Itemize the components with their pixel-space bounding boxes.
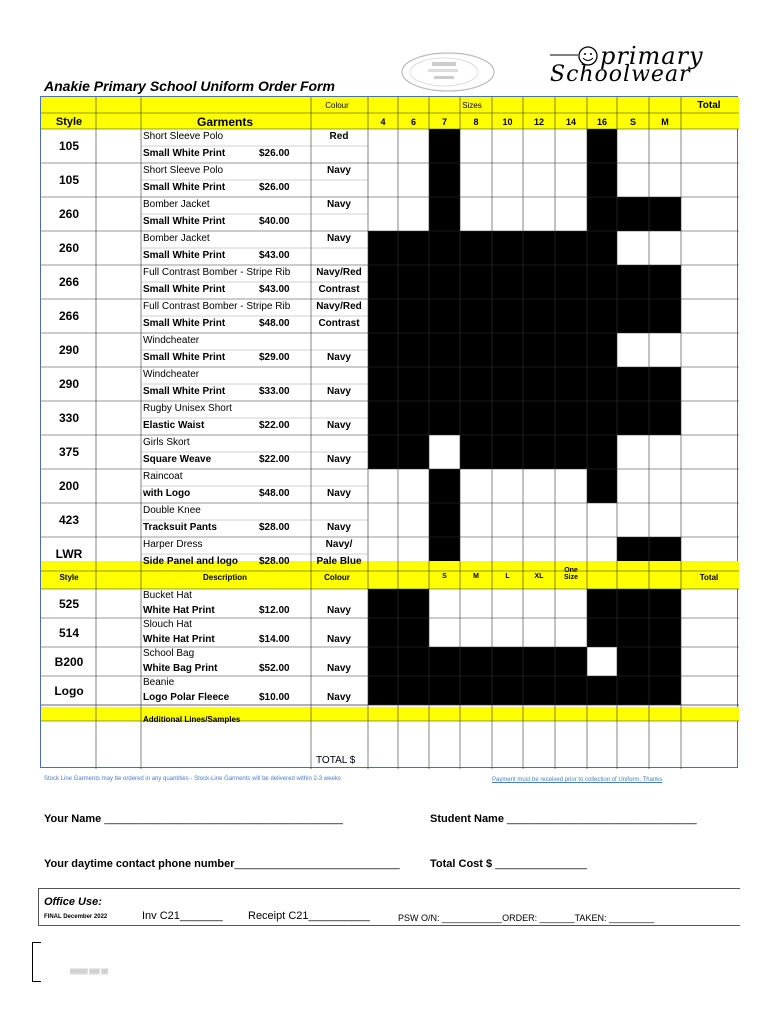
accessory-style: 525 — [58, 597, 80, 611]
shaded-cell — [398, 299, 429, 333]
size-head-s: S — [629, 117, 637, 127]
shaded-cell — [617, 618, 649, 647]
shaded-cell — [368, 265, 398, 299]
shaded-cell — [617, 265, 649, 299]
garment-colour: Navy — [327, 165, 351, 176]
size2-head-m: M — [473, 573, 479, 580]
shaded-cell — [492, 333, 523, 367]
garment-price: $28.00 — [259, 556, 290, 567]
garment-colour-2: Pale Blue — [316, 556, 362, 567]
office-use-label: Office Use: — [44, 896, 102, 908]
your-name-field[interactable] — [44, 813, 343, 825]
accessory-name: Slouch Hat — [143, 619, 192, 630]
accessory-style: 514 — [58, 626, 80, 640]
shaded-cell — [649, 589, 681, 618]
brand-schoolwear-text: Schoolwear — [550, 62, 691, 87]
shaded-cell — [398, 676, 429, 705]
final-date-label: FINAL December 2022 — [44, 914, 108, 920]
accessory-style: B200 — [54, 655, 84, 669]
shaded-cell — [460, 367, 492, 401]
shaded-cell — [587, 163, 617, 197]
shaded-cell — [555, 299, 587, 333]
shaded-cell — [523, 676, 555, 705]
shaded-cell — [492, 647, 523, 676]
shaded-cell — [555, 401, 587, 435]
shaded-cell — [587, 231, 617, 265]
shaded-cell — [587, 401, 617, 435]
shaded-cell — [617, 647, 649, 676]
shaded-cell — [587, 589, 617, 618]
shaded-cell — [587, 469, 617, 503]
garment-name: Bomber Jacket — [143, 233, 210, 244]
shaded-cell — [555, 231, 587, 265]
garment-detail: Small White Print — [143, 284, 226, 295]
shaded-cell — [587, 299, 617, 333]
accessory-name: Beanie — [143, 677, 175, 688]
shaded-cell — [649, 401, 681, 435]
accessory-colour: Navy — [327, 663, 351, 674]
garment-detail: Elastic Waist — [143, 420, 205, 431]
size-head-7: 7 — [441, 117, 448, 127]
shaded-cell — [555, 676, 587, 705]
shaded-cell — [460, 676, 492, 705]
header-style: Style — [55, 116, 83, 128]
garment-name: Full Contrast Bomber - Stripe Rib — [143, 267, 291, 278]
shaded-cell — [368, 231, 398, 265]
shaded-cell — [587, 435, 617, 469]
shaded-cell — [398, 647, 429, 676]
corner-bracket — [32, 942, 41, 982]
shaded-cell — [460, 333, 492, 367]
garment-detail: Small White Print — [143, 386, 226, 397]
garment-price: $48.00 — [259, 488, 290, 499]
shaded-cell — [523, 367, 555, 401]
shaded-cell — [617, 589, 649, 618]
shaded-cell — [587, 333, 617, 367]
shaded-cell — [368, 647, 398, 676]
shaded-cell — [429, 503, 460, 537]
accessory-price: $14.00 — [259, 634, 290, 645]
shaded-cell — [429, 401, 460, 435]
size2-head-l: L — [505, 573, 510, 580]
garment-detail: Small White Print — [143, 182, 226, 193]
student-name-field[interactable] — [430, 813, 697, 825]
size-head-12: 12 — [533, 117, 545, 127]
size-head-16: 16 — [596, 117, 608, 127]
shaded-cell — [617, 401, 649, 435]
size2-head-one-size: One Size — [563, 567, 578, 581]
shaded-cell — [587, 367, 617, 401]
garment-colour: Navy — [327, 233, 351, 244]
size-head-m: M — [661, 117, 669, 127]
size-head-8: 8 — [473, 117, 479, 127]
accessory-detail: Logo Polar Fleece — [143, 692, 230, 703]
accessory-colour: Navy — [327, 634, 351, 645]
shaded-cell — [460, 647, 492, 676]
shaded-cell — [587, 618, 617, 647]
shaded-cell — [429, 367, 460, 401]
shaded-cell — [398, 333, 429, 367]
accessory-price: $52.00 — [259, 663, 290, 674]
shaded-cell — [492, 676, 523, 705]
accessory-detail: White Hat Print — [143, 605, 215, 616]
garment-name: Rugby Unisex Short — [143, 403, 232, 414]
phone-line[interactable]: ___________________________ — [234, 858, 400, 870]
garment-detail: Small White Print — [143, 216, 226, 227]
size-head-14: 14 — [565, 117, 577, 127]
shaded-cell — [555, 647, 587, 676]
garment-price: $33.00 — [259, 386, 290, 397]
shaded-cell — [523, 265, 555, 299]
shaded-cell — [617, 197, 649, 231]
shaded-cell — [429, 265, 460, 299]
shaded-cell — [492, 401, 523, 435]
header-total: Total — [697, 100, 721, 111]
total-cost-label: Total Cost $ — [430, 858, 493, 870]
garment-style: 423 — [58, 513, 80, 527]
garment-price: $48.00 — [259, 318, 290, 329]
phone-field[interactable] — [44, 858, 400, 870]
shaded-cell — [587, 129, 617, 163]
shaded-cell — [649, 676, 681, 705]
accessory-colour: Navy — [327, 692, 351, 703]
garment-colour: Navy/ — [325, 539, 353, 550]
total-dollar-label: TOTAL $ — [316, 755, 356, 766]
accessory-name: Bucket Hat — [143, 590, 192, 601]
garment-style: 290 — [58, 377, 80, 391]
shaded-cell — [398, 367, 429, 401]
shaded-cell — [617, 367, 649, 401]
garment-price: $29.00 — [259, 352, 290, 363]
header-colour: Colour — [325, 101, 349, 110]
receipt-field[interactable]: Receipt C21__________ — [248, 910, 370, 922]
shaded-cell — [398, 231, 429, 265]
size-head-10: 10 — [502, 117, 513, 127]
garment-price: $22.00 — [259, 454, 290, 465]
shaded-cell — [492, 265, 523, 299]
size-head-6: 6 — [410, 117, 417, 127]
shaded-cell — [492, 231, 523, 265]
garment-style: 200 — [58, 479, 80, 493]
shaded-cell — [429, 299, 460, 333]
garment-style: 266 — [58, 309, 80, 323]
shaded-cell — [398, 589, 429, 618]
accessory-colour: Navy — [327, 605, 351, 616]
student-name-label: Student Name — [430, 813, 504, 825]
shaded-cell — [617, 676, 649, 705]
shaded-cell — [523, 333, 555, 367]
garment-detail: Small White Print — [143, 250, 226, 261]
shaded-cell — [398, 265, 429, 299]
garment-style: 375 — [58, 445, 80, 459]
shaded-cell — [429, 231, 460, 265]
shaded-cell — [523, 299, 555, 333]
header2-style: Style — [59, 573, 79, 582]
accessory-style: Logo — [54, 684, 84, 698]
garment-detail: Tracksuit Pants — [143, 522, 217, 533]
garment-detail: Small White Print — [143, 318, 226, 329]
shaded-cell — [492, 435, 523, 469]
garment-name: Girls Skort — [143, 437, 190, 448]
shaded-cell — [523, 647, 555, 676]
psw-order-taken-field[interactable]: PSW O/N: ____________ORDER: _______TAKEN: _________ — [398, 913, 654, 923]
size2-head-xl: XL — [534, 573, 544, 580]
shaded-cell — [398, 435, 429, 469]
shaded-cell — [398, 618, 429, 647]
shaded-cell — [587, 197, 617, 231]
garment-detail: Square Weave — [143, 454, 212, 465]
header-sizes: Sizes — [462, 101, 482, 110]
shaded-cell — [492, 299, 523, 333]
shaded-cell — [429, 647, 460, 676]
shaded-cell — [523, 435, 555, 469]
phone-label: Your daytime contact phone number — [44, 858, 235, 870]
shaded-cell — [649, 265, 681, 299]
garment-colour: Navy — [327, 199, 351, 210]
total-cost-line[interactable]: _______________ — [495, 858, 587, 870]
shaded-cell — [460, 435, 492, 469]
garment-style: 105 — [58, 139, 80, 153]
garment-colour-2: Navy — [327, 488, 351, 499]
payment-note: Payment must be received prior to collection of Uniform. Thanks — [492, 777, 663, 783]
accessory-name: School Bag — [143, 648, 195, 659]
garment-style: 330 — [58, 411, 80, 425]
garment-price: $43.00 — [259, 250, 290, 261]
garment-colour-2: Navy — [327, 386, 351, 397]
shaded-cell — [555, 435, 587, 469]
garment-style: LWR — [55, 547, 83, 561]
shaded-cell — [398, 401, 429, 435]
garment-price: $40.00 — [259, 216, 290, 227]
garment-colour-2: Contrast — [318, 318, 360, 329]
shaded-cell — [649, 647, 681, 676]
garment-colour-2: Navy — [327, 522, 351, 533]
garment-style: 260 — [58, 207, 80, 221]
shaded-cell — [617, 299, 649, 333]
shaded-cell — [523, 401, 555, 435]
header-garments: Garments — [196, 115, 254, 129]
total-cost-field[interactable] — [430, 858, 587, 870]
additional-lines-label: Additional Lines/Samples — [143, 715, 241, 724]
shaded-cell — [429, 333, 460, 367]
shaded-cell — [587, 676, 617, 705]
shaded-cell — [368, 299, 398, 333]
shaded-cell — [368, 401, 398, 435]
garment-price: $22.00 — [259, 420, 290, 431]
shaded-cell — [587, 265, 617, 299]
shaded-cell — [429, 129, 460, 163]
header2-total: Total — [699, 573, 719, 582]
header2-description: Description — [202, 573, 248, 582]
shaded-cell — [523, 231, 555, 265]
shaded-cell — [368, 618, 398, 647]
garment-colour-2: Navy — [327, 352, 351, 363]
garment-name: Harper Dress — [143, 539, 203, 550]
form-title: Anakie Primary School Uniform Order Form — [44, 78, 335, 94]
shaded-cell — [429, 197, 460, 231]
your-name-line[interactable]: _______________________________________ — [104, 813, 343, 825]
garment-name: Short Sleeve Polo — [143, 165, 224, 176]
shaded-cell — [460, 299, 492, 333]
garment-name: Full Contrast Bomber - Stripe Rib — [143, 301, 291, 312]
accessory-detail: White Bag Print — [143, 663, 218, 674]
shaded-cell — [555, 265, 587, 299]
garment-colour-2: Contrast — [318, 284, 360, 295]
garment-price: $26.00 — [259, 182, 290, 193]
accessory-price: $10.00 — [259, 692, 290, 703]
garment-style: 260 — [58, 241, 80, 255]
shaded-cell — [555, 333, 587, 367]
shaded-cell — [649, 299, 681, 333]
shaded-cell — [368, 435, 398, 469]
garment-detail: Small White Print — [143, 148, 226, 159]
garment-colour-2: Navy — [327, 420, 351, 431]
shaded-cell — [368, 333, 398, 367]
garment-detail: Side Panel and logo — [143, 556, 239, 567]
garment-price: $28.00 — [259, 522, 290, 533]
garment-style: 266 — [58, 275, 80, 289]
garment-name: Bomber Jacket — [143, 199, 210, 210]
shaded-cell — [368, 676, 398, 705]
accessory-detail: White Hat Print — [143, 634, 215, 645]
student-name-line[interactable]: _______________________________ — [507, 813, 697, 825]
garment-name: Raincoat — [143, 471, 183, 482]
shaded-cell — [460, 231, 492, 265]
garment-name: Windcheater — [143, 369, 200, 380]
header2-colour: Colour — [324, 573, 350, 582]
garment-name: Windcheater — [143, 335, 200, 346]
garment-detail: Small White Print — [143, 352, 226, 363]
shaded-cell — [368, 367, 398, 401]
shaded-cell — [460, 265, 492, 299]
accessory-price: $12.00 — [259, 605, 290, 616]
garment-colour: Navy/Red — [316, 301, 362, 312]
shaded-cell — [555, 367, 587, 401]
shaded-cell — [429, 676, 460, 705]
garment-detail: with Logo — [143, 488, 191, 499]
shaded-cell — [429, 469, 460, 503]
shaded-cell — [460, 401, 492, 435]
brand-primary-text: primary — [600, 42, 704, 70]
shaded-cell — [429, 163, 460, 197]
garment-name: Double Knee — [143, 505, 201, 516]
garment-style: 290 — [58, 343, 80, 357]
size2-head-s: S — [442, 573, 447, 580]
garment-style: 105 — [58, 173, 80, 187]
garment-colour-2: Navy — [327, 454, 351, 465]
size-head-4: 4 — [380, 117, 386, 127]
invoice-field[interactable]: Inv C21_______ — [142, 910, 223, 922]
school-logo — [398, 50, 498, 94]
order-table — [40, 96, 738, 768]
garment-price: $43.00 — [259, 284, 290, 295]
your-name-label: Your Name — [44, 813, 102, 825]
shaded-cell — [649, 618, 681, 647]
shaded-cell — [649, 367, 681, 401]
garment-price: $26.00 — [259, 148, 290, 159]
faint-footer-mark: ▒▒▒▒▒ ▒▒▒ ▒▒ — [70, 969, 109, 975]
stockline-note: Stock Line Garments may be ordered in any quantities - Stock-Line Garments will be delivered within 2-3 weeks — [44, 776, 341, 782]
primary-schoolwear-logo — [548, 44, 748, 90]
garment-colour: Red — [329, 131, 349, 142]
shaded-cell — [492, 367, 523, 401]
garment-colour: Navy/Red — [316, 267, 362, 278]
garment-name: Short Sleeve Polo — [143, 131, 224, 142]
shaded-cell — [649, 197, 681, 231]
shaded-cell — [368, 589, 398, 618]
